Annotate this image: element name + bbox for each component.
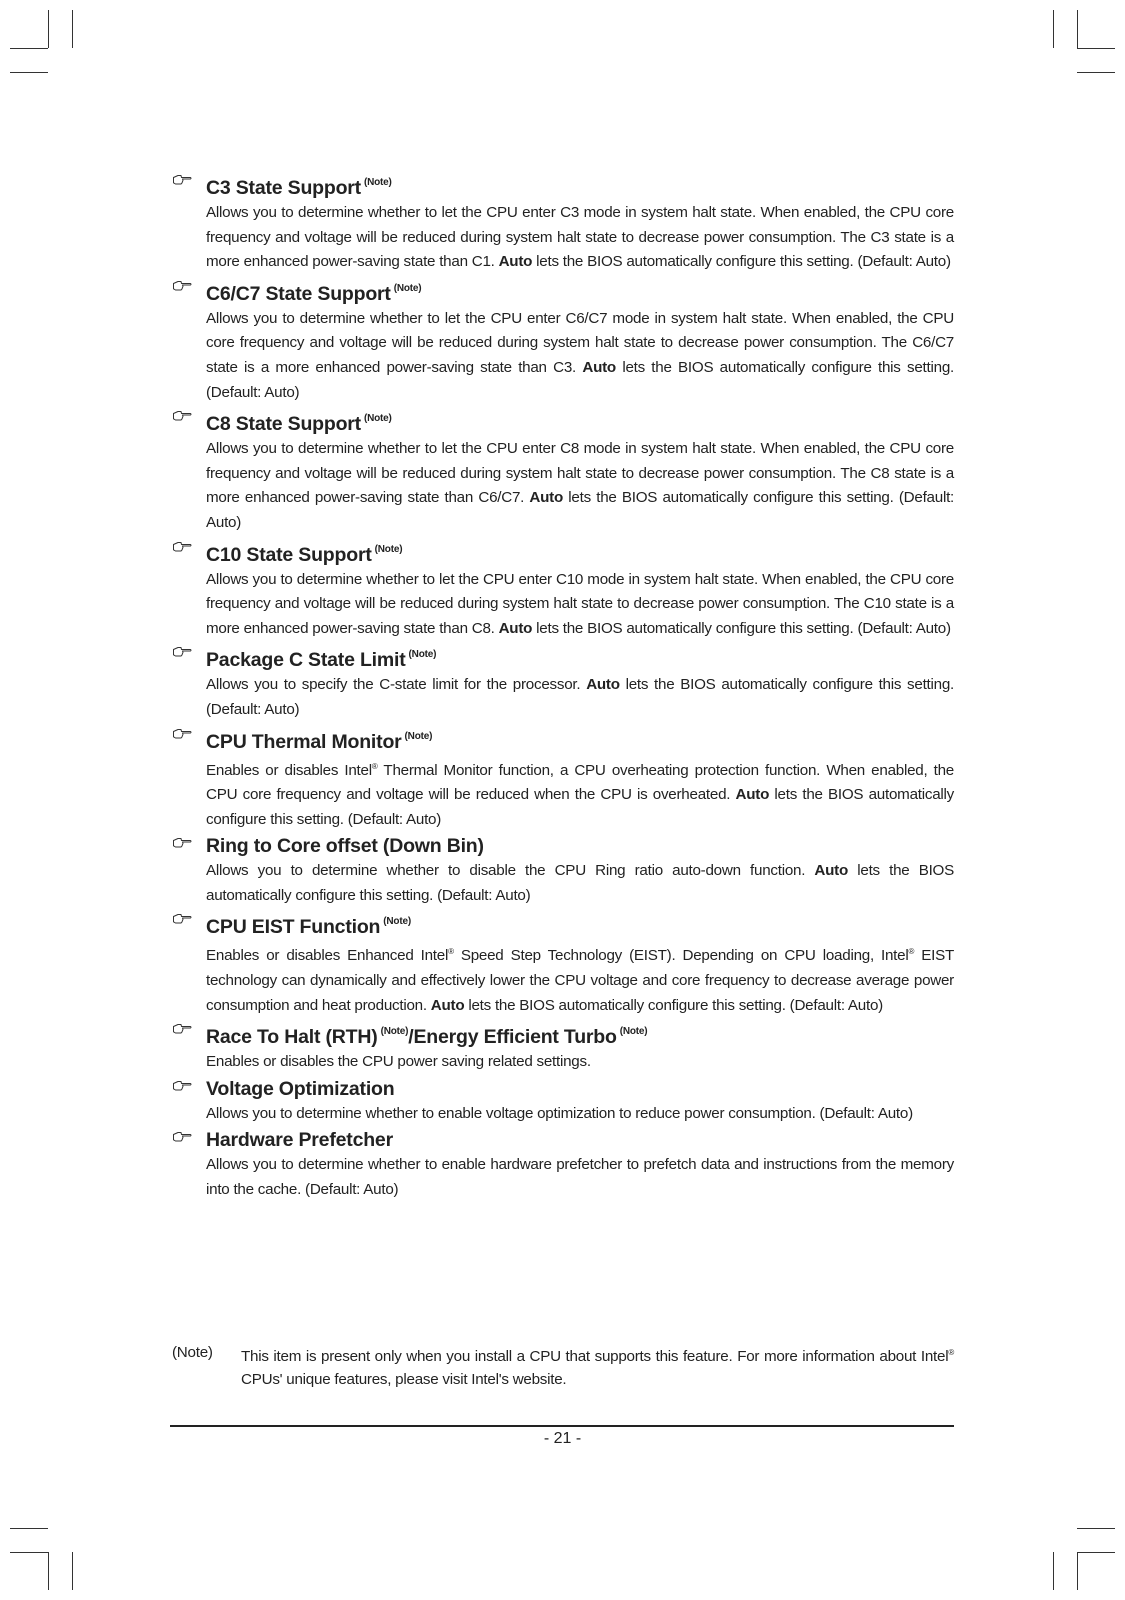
setting-title	[206, 276, 954, 307]
setting-item	[172, 537, 954, 642]
crop-mark	[48, 10, 49, 48]
note-marker: (Note)	[383, 916, 411, 928]
pointing-hand-icon	[172, 912, 192, 926]
setting-item	[172, 1127, 954, 1202]
setting-description: Allows you to determine whether to let the CPU enter C3 mode in system halt state. When enabled, the CPU core frequency and voltage will be reduced during system halt state to decrease power consumption. The C3 state is a more enhanced power-saving state than C1. Auto lets the BIOS automatically configure this setting. (Default: Auto)	[206, 204, 954, 271]
setting-title-text: C3 State Support	[206, 177, 361, 199]
setting-item	[172, 642, 954, 722]
note-marker: (Note)	[380, 1026, 409, 1038]
setting-title	[206, 170, 954, 201]
setting-title	[206, 1019, 954, 1050]
setting-title-text: Package C State Limit	[206, 649, 406, 672]
setting-title	[206, 909, 954, 940]
setting-title-text: C10 State Support	[206, 543, 372, 566]
setting-title-text: C8 State Support	[206, 413, 361, 436]
crop-mark	[10, 48, 48, 49]
setting-description: Allows you to determine whether to enable voltage optimization to reduce power consumption. (Default: Auto)	[206, 1104, 913, 1122]
setting-description: Allows you to determine whether to let the CPU enter C8 mode in system halt state. When enabled, the CPU core frequency and voltage will be reduced during system halt state to decrease power consumption. The C8 state is a more enhanced power-saving state than C6/C7. Auto lets the BIOS automatically configure this setting. (Default: Auto)	[206, 440, 955, 531]
crop-mark	[72, 1552, 73, 1590]
setting-title	[206, 642, 954, 673]
setting-title	[206, 1076, 954, 1102]
note-marker: (Note)	[374, 543, 403, 555]
crop-mark	[1077, 10, 1078, 48]
page-number: - 21 -	[543, 1430, 582, 1447]
crop-mark	[1077, 72, 1115, 73]
setting-item	[172, 406, 954, 535]
crop-mark	[48, 1552, 49, 1590]
crop-mark	[10, 1528, 48, 1529]
setting-description: Allows you to determine whether to disable the CPU Ring ratio auto-down function. Auto lets the BIOS automatically configure this setting. (Default: Auto)	[206, 862, 954, 904]
crop-mark	[72, 10, 73, 48]
setting-title	[206, 537, 954, 568]
setting-description: Allows you to determine whether to enable hardware prefetcher to prefetch data and instructions from the memory into the cache. (Default: Auto)	[206, 1156, 954, 1199]
setting-title-text: /Energy Efficient Turbo	[408, 1026, 617, 1049]
pointing-hand-icon	[172, 645, 192, 659]
footer-rule	[170, 1425, 954, 1427]
setting-title	[206, 724, 954, 755]
setting-description: Enables or disables Enhanced Intel® Speed Step Technology (EIST). Depending on CPU loading, Intel® EIST technology can dynamically and effectively lower the CPU voltage and core frequency to decrease average power consumption and heat production. Auto lets the BIOS automatically configure this setting. (Default: Auto)	[206, 947, 954, 1014]
crop-mark	[1077, 1552, 1115, 1553]
note-marker: (Note)	[619, 1026, 648, 1038]
crop-mark	[10, 72, 48, 73]
pointing-hand-icon	[172, 409, 192, 423]
setting-title-text: Voltage Optimization	[206, 1077, 395, 1100]
note-marker: (Note)	[404, 730, 433, 742]
pointing-hand-icon	[172, 279, 192, 293]
setting-item	[172, 724, 954, 833]
note-marker: (Note)	[363, 177, 392, 188]
setting-item	[172, 909, 954, 1018]
pointing-hand-icon	[172, 540, 192, 554]
note-marker: (Note)	[408, 649, 437, 661]
crop-mark	[1077, 1528, 1115, 1529]
setting-item	[172, 1019, 954, 1075]
setting-item	[172, 833, 954, 908]
setting-title-text: C6/C7 State Support	[206, 282, 391, 305]
pointing-hand-icon	[172, 1022, 192, 1036]
setting-title-text: Hardware Prefetcher	[206, 1129, 393, 1152]
setting-title-text: CPU Thermal Monitor	[206, 730, 402, 753]
footnote-label: (Note)	[172, 1344, 213, 1361]
crop-mark	[10, 1552, 48, 1553]
setting-title-text: Ring to Core offset (Down Bin)	[206, 835, 484, 858]
setting-title-text: Race To Halt (RTH)	[206, 1026, 378, 1049]
note-marker: (Note)	[363, 413, 392, 425]
pointing-hand-icon	[172, 173, 192, 187]
setting-title	[206, 1127, 954, 1153]
setting-title-text: CPU EIST Function	[206, 916, 381, 939]
setting-description: Allows you to specify the C-state limit for the processor. Auto lets the BIOS automatically configure this setting. (Default: Auto)	[206, 676, 954, 718]
settings-list	[172, 170, 954, 1204]
pointing-hand-icon	[172, 1130, 192, 1144]
setting-description: Enables or disables the CPU power saving related settings.	[206, 1053, 591, 1071]
setting-title	[206, 406, 954, 437]
setting-description: Enables or disables Intel® Thermal Monitor function, a CPU overheating protection function. When enabled, the CPU core frequency and voltage will be reduced when the CPU is overheated. Auto lets the BIOS automatically configure this setting. (Default: Auto)	[206, 761, 954, 828]
setting-item	[172, 170, 954, 275]
crop-mark	[1053, 10, 1054, 48]
setting-description: Allows you to determine whether to let the CPU enter C6/C7 mode in system halt state. When enabled, the CPU core frequency and voltage will be reduced during system halt state to decrease power consumption. The C6/C7 state is a more enhanced power-saving state than C3. Auto lets the BIOS automatically configure this setting. (Default: Auto)	[206, 309, 954, 401]
setting-title	[206, 833, 954, 859]
footnote	[172, 1341, 954, 1391]
setting-description: Allows you to determine whether to let the CPU enter C10 mode in system halt state. When enabled, the CPU core frequency and voltage will be reduced during system halt state to decrease power consumption. The C10 state is a more enhanced power-saving state than C8. Auto lets the BIOS automatically configure this setting. (Default: Auto)	[206, 570, 954, 637]
note-marker: (Note)	[393, 282, 422, 294]
setting-item	[172, 276, 954, 405]
crop-mark	[1053, 1552, 1054, 1590]
pointing-hand-icon	[172, 727, 192, 741]
setting-item	[172, 1076, 954, 1127]
footnote-text: This item is present only when you install a CPU that supports this feature. For more information about Intel® CPUs' unique features, please visit Intel's website.	[241, 1348, 954, 1388]
pointing-hand-icon	[172, 836, 192, 850]
pointing-hand-icon	[172, 1079, 192, 1093]
crop-mark	[1077, 48, 1115, 49]
crop-mark	[1077, 1552, 1078, 1590]
